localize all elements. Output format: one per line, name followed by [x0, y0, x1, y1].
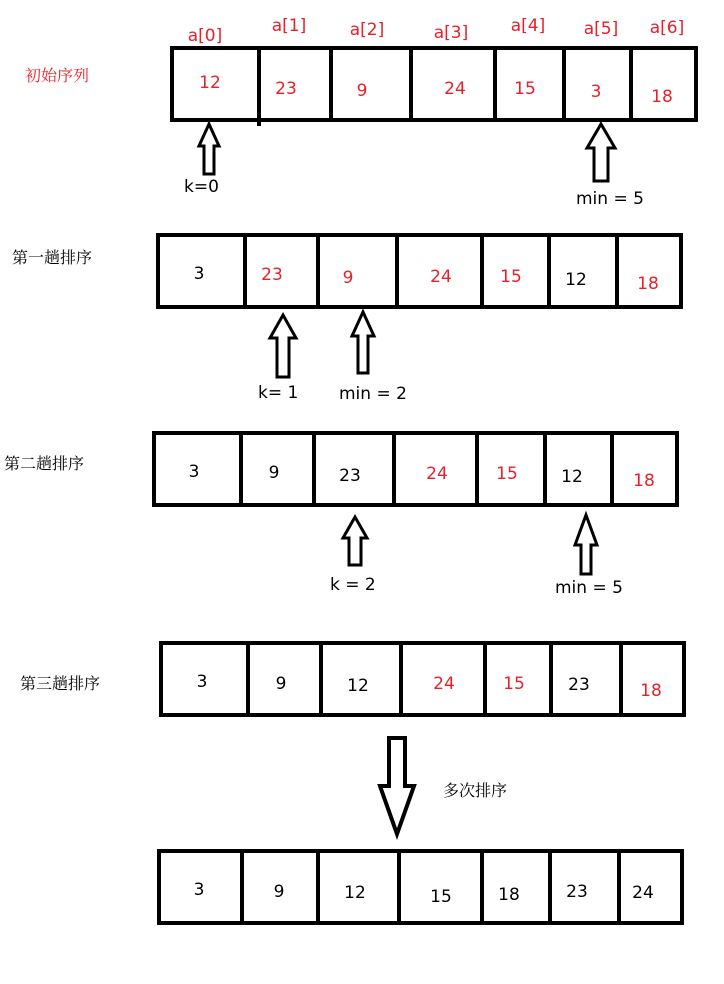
- cell-value: 12: [199, 73, 221, 93]
- cell-value: 9: [342, 268, 354, 288]
- pointer-labels: [184, 177, 644, 598]
- array-row-initial: [25, 48, 696, 126]
- array-row-final: [159, 851, 682, 923]
- pointer-label-k: k= 1: [258, 383, 299, 403]
- cell-value: 23: [566, 882, 588, 902]
- cell-value: 23: [275, 79, 297, 99]
- index-label-3: a[3]: [433, 23, 469, 43]
- cell-value: 12: [344, 883, 366, 903]
- row-label-pass-2: 第二趟排序: [4, 454, 85, 473]
- cell-value: 9: [356, 81, 368, 101]
- cell-value: 3: [193, 880, 205, 900]
- repeat-sort-label: 多次排序: [443, 781, 508, 800]
- pointer-label-min: min = 5: [576, 189, 644, 209]
- up-arrow-icon: [199, 124, 219, 174]
- index-labels: [188, 16, 685, 46]
- cell-value: 3: [193, 264, 205, 284]
- up-arrow-icon: [352, 312, 374, 373]
- cell-value: 15: [496, 464, 518, 484]
- array-box: [159, 851, 682, 923]
- cell-value: 12: [565, 270, 587, 290]
- row-label-initial: 初始序列: [25, 66, 90, 85]
- cell-value: 15: [430, 887, 452, 907]
- cell-value: 3: [196, 672, 208, 692]
- index-label-5: a[5]: [583, 19, 619, 39]
- cell-value: 24: [430, 267, 452, 287]
- cell-value: 18: [640, 681, 662, 701]
- cell-value: 3: [188, 462, 200, 482]
- array-box: [161, 643, 684, 715]
- cell-value: 23: [339, 466, 361, 486]
- index-label-2: a[2]: [349, 20, 385, 40]
- array-row-pass-1: [12, 235, 681, 307]
- up-arrow-icon: [270, 315, 296, 377]
- cell-value: 23: [261, 265, 283, 285]
- array-row-pass-3: [20, 643, 684, 715]
- down-arrow-icon: [380, 738, 414, 834]
- pointer-label-k: k = 2: [330, 575, 376, 595]
- pointer-label-min: min = 2: [339, 384, 407, 404]
- index-label-4: a[4]: [510, 16, 546, 36]
- pointer-label-k: k=0: [184, 177, 219, 197]
- cell-value: 18: [633, 471, 655, 491]
- array-box: [158, 235, 681, 307]
- cell-value: 18: [498, 885, 520, 905]
- up-arrow-icon: [575, 515, 597, 574]
- cell-value: 9: [275, 674, 287, 694]
- up-arrow-icon: [343, 517, 367, 565]
- array-box: [154, 433, 677, 505]
- index-label-0: a[0]: [187, 26, 223, 46]
- pointer-label-min: min = 5: [555, 578, 623, 598]
- cell-value: 12: [561, 467, 583, 487]
- cell-value: 12: [347, 676, 369, 696]
- cell-value: 9: [268, 463, 280, 483]
- cell-value: 18: [637, 274, 659, 294]
- array-box: [172, 48, 696, 120]
- cell-value: 24: [632, 883, 654, 903]
- cell-value: 24: [433, 674, 455, 694]
- cell-value: 15: [514, 79, 536, 99]
- cell-value: 18: [651, 87, 673, 107]
- cell-value: 23: [568, 675, 590, 695]
- index-label-6: a[6]: [649, 18, 685, 38]
- up-arrow-icon: [587, 124, 615, 181]
- cell-value: 15: [503, 674, 525, 694]
- cell-value: 24: [444, 79, 466, 99]
- cell-value: 3: [590, 82, 602, 102]
- cell-value: 9: [273, 882, 285, 902]
- cell-value: 15: [500, 267, 522, 287]
- array-row-pass-2: [4, 433, 677, 505]
- cell-value: 24: [426, 464, 448, 484]
- row-label-pass-1: 第一趟排序: [12, 248, 93, 267]
- index-label-1: a[1]: [271, 16, 307, 36]
- row-label-pass-3: 第三趟排序: [20, 674, 101, 693]
